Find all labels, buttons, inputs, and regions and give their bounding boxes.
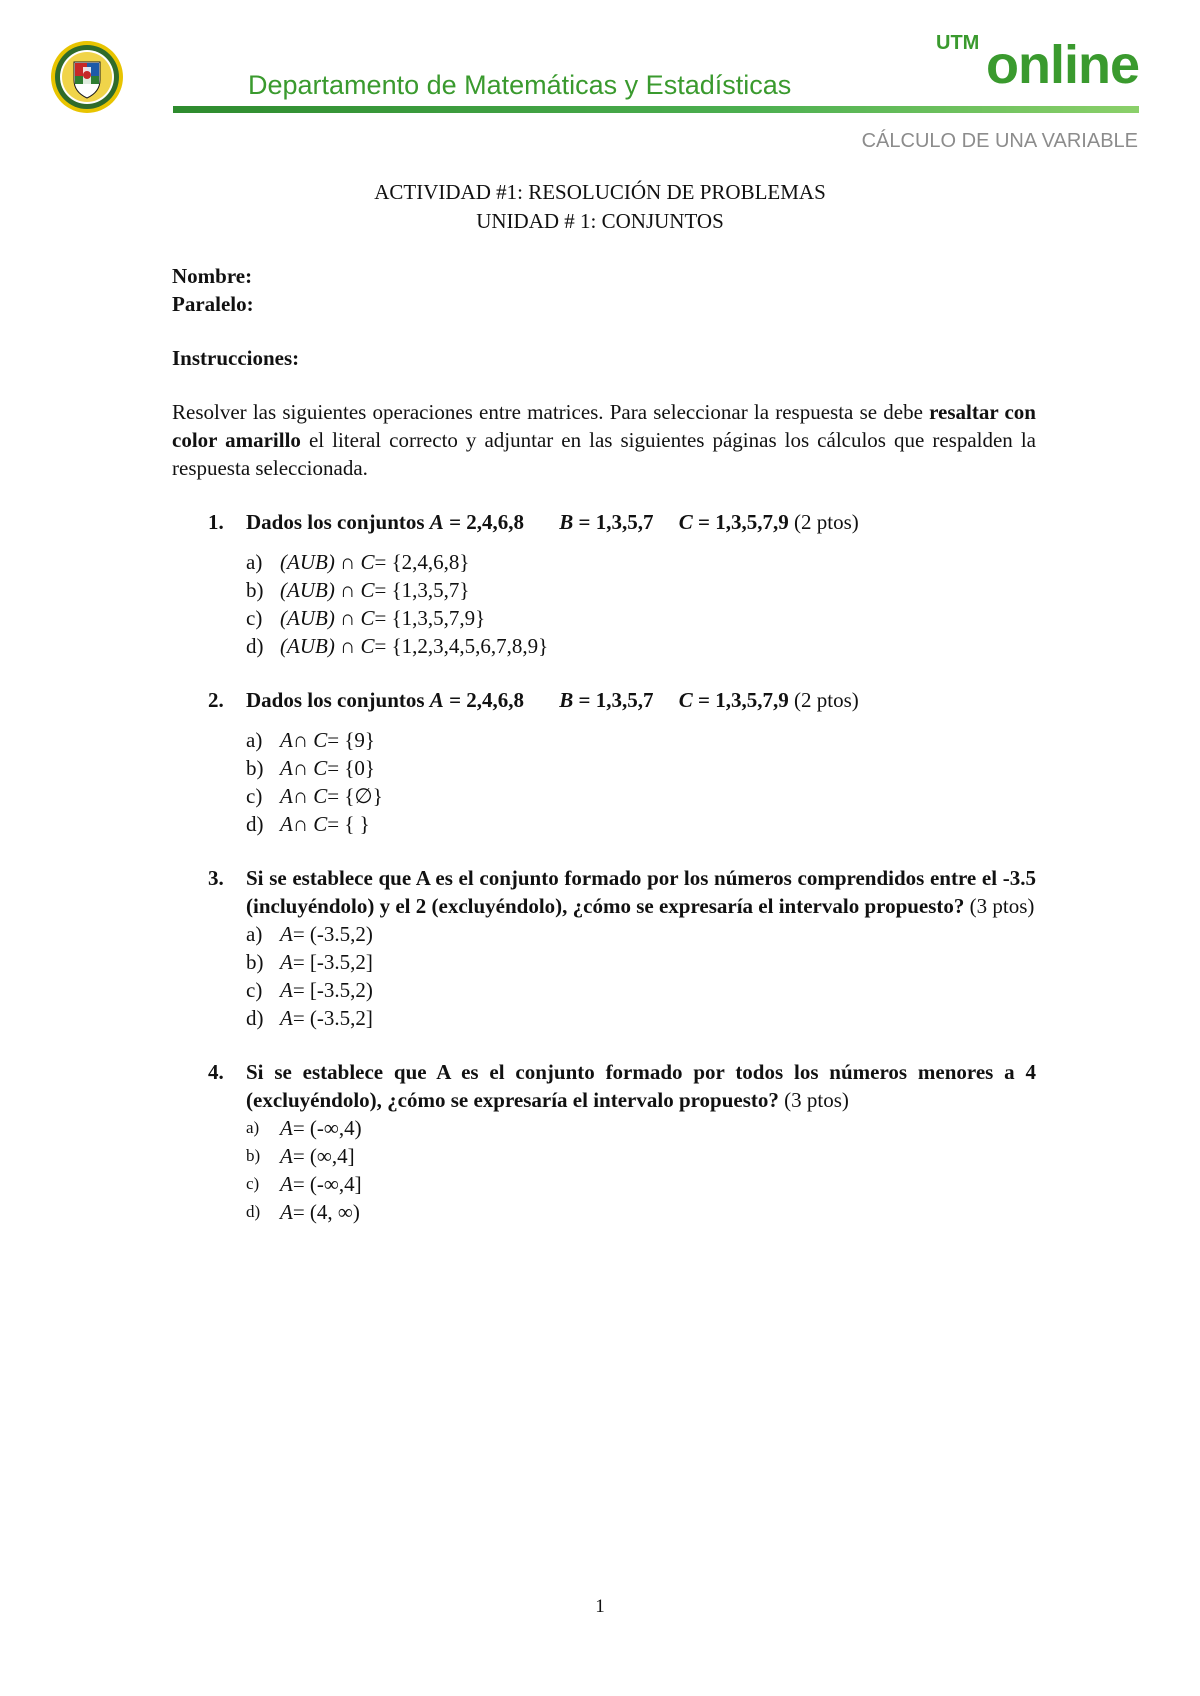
question-statement (246, 508, 1036, 536)
header-divider (173, 106, 1139, 113)
option-item[interactable] (246, 604, 1036, 632)
option-expression: A∩ C (280, 756, 328, 780)
instructions-heading: Instrucciones: (172, 346, 300, 370)
option-letter: b) (246, 756, 264, 780)
option-item[interactable] (246, 976, 1036, 1004)
option-answer: = {1,3,5,7} (374, 578, 470, 602)
option-expression: (AUB) ∩ C (280, 550, 375, 574)
option-letter: b) (246, 1146, 261, 1165)
option-expression: A (280, 1172, 293, 1196)
question-text: Si se establece que A es el conjunto formado por los números comprendidos entre el -3.5 (incluyéndolo) y el 2 (excluyéndolo), ¿cómo se expresaría el intervalo propuesto? (246, 866, 1036, 918)
option-expression: (AUB) ∩ C (280, 634, 375, 658)
option-item[interactable] (246, 632, 1036, 660)
option-expression: A (280, 1200, 293, 1224)
utm-online-logo (936, 30, 1146, 95)
question-number: 4. (208, 1060, 224, 1084)
question-lead: Dados los conjuntos (246, 510, 425, 534)
paralelo-label: Paralelo: (172, 292, 254, 316)
option-item[interactable] (246, 1114, 1036, 1142)
set-value: = 1,3,5,7 (578, 688, 654, 712)
set-value: = 1,3,5,7,9 (698, 688, 789, 712)
option-letter: c) (246, 978, 263, 1002)
question-number: 3. (208, 866, 224, 890)
option-letter: a) (246, 1118, 260, 1137)
option-letter: c) (246, 606, 263, 630)
option-item[interactable] (246, 1198, 1036, 1226)
set-name: B (559, 510, 574, 534)
brand-prefix: UTM (936, 32, 980, 54)
option-letter: c) (246, 784, 263, 808)
set-value: = 1,3,5,7,9 (698, 510, 789, 534)
option-item[interactable] (246, 920, 1036, 948)
option-letter: d) (246, 1202, 261, 1221)
option-letter: b) (246, 578, 264, 602)
option-answer: = { } (327, 812, 370, 836)
question-3 (172, 864, 1036, 1032)
course-name: CÁLCULO DE UNA VARIABLE (861, 130, 1138, 152)
question-statement (246, 686, 1036, 714)
option-letter: b) (246, 950, 264, 974)
option-answer: = [-3.5,2) (292, 978, 373, 1002)
question-text: Si se establece que A es el conjunto formado por todos los números menores a 4 (excluyéndolo), ¿cómo se expresaría el intervalo propuesto? (246, 1060, 1036, 1112)
option-expression: (AUB) ∩ C (280, 578, 375, 602)
set-value: = 2,4,6,8 (449, 510, 525, 534)
question-points: (3 ptos) (784, 1088, 849, 1112)
option-answer: = {∅} (327, 784, 383, 808)
question-2 (172, 686, 1036, 838)
question-statement (246, 864, 1036, 920)
question-statement (246, 1058, 1036, 1114)
instructions-text-part: Resolver las siguientes operaciones entre matrices. Para seleccionar la respuesta se debe (172, 400, 930, 424)
option-expression: A (280, 1116, 293, 1140)
option-item[interactable] (246, 1142, 1036, 1170)
option-expression: A∩ C (280, 812, 328, 836)
set-name: C (678, 688, 693, 712)
document-body (172, 262, 1036, 1226)
question-lead: Dados los conjuntos (246, 688, 425, 712)
option-letter: c) (246, 1174, 260, 1193)
department-title: Departamento de Matemáticas y Estadísticas (248, 70, 792, 100)
title-line-2: UNIDAD # 1: CONJUNTOS (476, 209, 724, 233)
option-answer: = {2,4,6,8} (374, 550, 470, 574)
option-answer: = {1,3,5,7,9} (374, 606, 486, 630)
option-expression: A (280, 1144, 293, 1168)
university-seal-logo (50, 40, 124, 114)
option-answer: = (-∞,4) (292, 1116, 362, 1140)
option-answer: = {1,2,3,4,5,6,7,8,9} (374, 634, 549, 658)
instructions-highlight: resaltar con color amarillo (172, 400, 1036, 452)
option-item[interactable] (246, 948, 1036, 976)
option-answer: = {9} (327, 728, 376, 752)
option-expression: (AUB) ∩ C (280, 606, 375, 630)
question-1 (172, 508, 1036, 660)
option-answer: = (-3.5,2] (292, 1006, 373, 1030)
option-item[interactable] (246, 726, 1036, 754)
option-expression: A∩ C (280, 728, 328, 752)
nombre-label: Nombre: (172, 264, 253, 288)
question-points: (3 ptos) (969, 894, 1035, 918)
option-answer: = [-3.5,2] (292, 950, 373, 974)
title-line-1: ACTIVIDAD #1: RESOLUCIÓN DE PROBLEMAS (374, 180, 826, 204)
instructions-text (172, 398, 1036, 482)
option-letter: d) (246, 812, 264, 836)
option-letter: d) (246, 634, 264, 658)
option-list (246, 920, 1036, 1032)
brand-name: online (986, 35, 1139, 95)
option-list (246, 548, 1036, 660)
activity-title (0, 178, 1200, 236)
option-item[interactable] (246, 754, 1036, 782)
option-expression: A (280, 978, 293, 1002)
option-answer: = {0} (327, 756, 376, 780)
set-value: = 2,4,6,8 (449, 688, 525, 712)
option-item[interactable] (246, 548, 1036, 576)
option-expression: A (280, 922, 293, 946)
option-letter: a) (246, 550, 263, 574)
option-item[interactable] (246, 1170, 1036, 1198)
option-answer: = (-3.5,2) (292, 922, 373, 946)
option-answer: = (-∞,4] (292, 1172, 362, 1196)
option-item[interactable] (246, 782, 1036, 810)
question-points: (2 ptos) (794, 510, 859, 534)
option-expression: A∩ C (280, 784, 328, 808)
set-name: A (429, 688, 444, 712)
question-number: 1. (208, 510, 224, 534)
instructions-text-part: el literal correcto y adjuntar en las siguientes páginas los cálculos que respalden la respuesta seleccionada. (172, 428, 1036, 480)
option-expression: A (280, 1006, 293, 1030)
option-letter: a) (246, 728, 263, 752)
option-item[interactable] (246, 576, 1036, 604)
set-value: = 1,3,5,7 (578, 510, 654, 534)
option-letter: a) (246, 922, 263, 946)
option-item[interactable] (246, 810, 1036, 838)
option-expression: A (280, 950, 293, 974)
option-letter: d) (246, 1006, 264, 1030)
set-name: C (678, 510, 693, 534)
option-list (246, 1114, 1036, 1226)
set-name: A (429, 510, 444, 534)
question-number: 2. (208, 688, 224, 712)
set-name: B (559, 688, 574, 712)
option-answer: = (4, ∞) (292, 1200, 360, 1224)
page-number: 1 (595, 1596, 605, 1617)
option-item[interactable] (246, 1004, 1036, 1032)
option-list (246, 726, 1036, 838)
question-4 (172, 1058, 1036, 1226)
option-answer: = (∞,4] (292, 1144, 355, 1168)
question-points: (2 ptos) (794, 688, 859, 712)
